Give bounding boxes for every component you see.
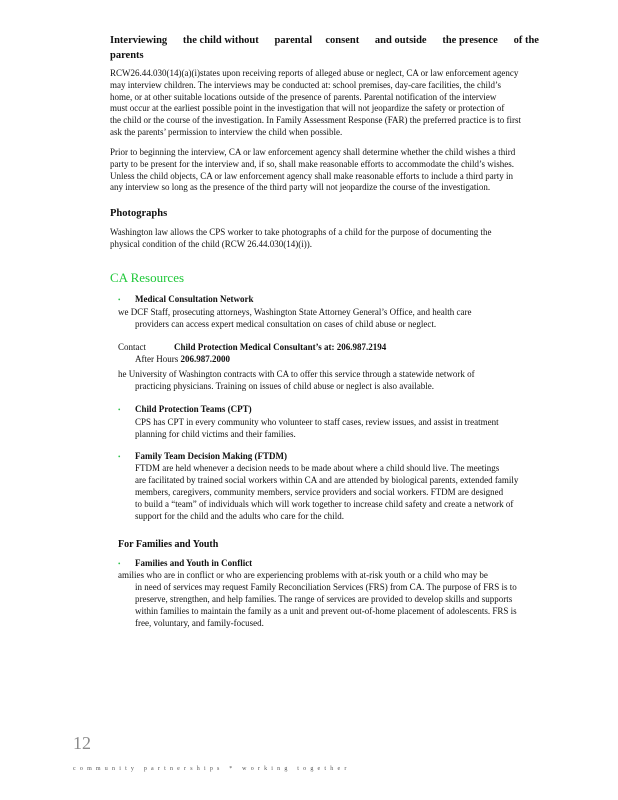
text-line: FTDM are held whenever a decision needs to be made about where a child should live. The meetings xyxy=(135,463,500,473)
mcn-line-2: providers can access expert medical consultation on cases of child abuse or neglect. xyxy=(135,319,437,329)
text-line: are facilitated by trained social workers within CA and are attended by biological parents, extended family xyxy=(135,475,519,485)
text-line: ask the parents’ permission to interview the child when possible. xyxy=(110,126,343,137)
text-line: RCW26.44.030(14)(a)(i)states upon receiving reports of alleged abuse or neglect, CA or law enforcement agency xyxy=(110,68,519,78)
uw-line-2: practicing physicians. Training on issues of child abuse or neglect is also available. xyxy=(135,381,434,391)
photographs-title: Photographs xyxy=(110,208,168,219)
after-hours-label: After Hours xyxy=(135,354,181,364)
ftdm-title: Family Team Decision Making (FTDM) xyxy=(135,451,287,461)
interviewing-paragraph-2 xyxy=(110,147,560,194)
text-line: within families to maintain the family as a unit and prevent out-of-home placement of adolescents. FRS is xyxy=(135,606,517,616)
families-youth-heading: For Families and Youth xyxy=(118,539,219,550)
cpt-line-1: CPS has CPT in every community who volunteer to staff cases, review issues, and assist in treatment xyxy=(135,417,499,427)
text-line: may interview children. The interviews may be conducted at: school premises, day-care facilities, the child’s xyxy=(110,79,501,90)
text-line: free, voluntary, and family-focused. xyxy=(135,618,264,628)
text-line: to build a “team” of individuals which will work together to increase child safety and create a network of xyxy=(135,499,514,509)
after-hours-number: 206.987.2000 xyxy=(180,354,230,364)
interviewing-paragraph-1 xyxy=(110,68,560,139)
bullet-icon: • xyxy=(118,453,121,461)
page-number: 12 xyxy=(73,733,91,753)
uw-line-1: he University of Washington contracts with CA to offer this service through a statewide network of xyxy=(118,369,475,379)
text-line: any interview so long as the presence of the third party will not jeopardize the course of the investigation. xyxy=(110,182,491,193)
ftdm-paragraph xyxy=(135,463,560,523)
photographs-paragraph xyxy=(110,227,560,251)
fyc-line-1: amilies who are in conflict or who are experiencing problems with at-risk youth or a child who may be xyxy=(118,570,488,580)
bullet-icon: • xyxy=(118,406,121,414)
text-line: party to be present for the interview and, if so, shall make reasonable efforts to accommodate the child’s wishes. xyxy=(110,158,514,169)
footer-tagline: community partnerships * working together xyxy=(73,766,351,772)
text-line: Unless the child objects, CA or law enforcement agency shall make reasonable efforts to include a third party in xyxy=(110,170,513,181)
cpt-title: Child Protection Teams (CPT) xyxy=(135,404,252,414)
text-line: Washington law allows the CPS worker to take photographs of a child for the purpose of documenting the xyxy=(110,227,492,237)
interviewing-title-line2: parents xyxy=(110,50,144,61)
text-line: members, caregivers, community members, service providers and social workers. FTDM are designed xyxy=(135,487,504,497)
contact-label: Contact xyxy=(118,342,146,352)
cpt-line-2: planning for child victims and their families. xyxy=(135,429,296,439)
after-hours-line xyxy=(135,349,230,367)
fyc-title: Families and Youth in Conflict xyxy=(135,558,253,568)
text-line: the child or the course of the investigation. In Family Assessment Response (FAR) the preferred practice is to first xyxy=(110,115,521,126)
mcn-line-1: we DCF Staff, prosecuting attorneys, Washington State Attorney General’s Office, and health care xyxy=(118,307,472,317)
mcn-title: Medical Consultation Network xyxy=(135,294,254,304)
ca-resources-heading: CA Resources xyxy=(110,270,185,285)
text-line: physical condition of the child (RCW 26.44.030(14)(i)). xyxy=(110,238,313,249)
text-line: Prior to beginning the interview, CA or law enforcement agency shall determine whether the child wishes a third xyxy=(110,147,516,157)
contact-phone: Child Protection Medical Consultant’s at: 206.987.2194 xyxy=(174,342,387,352)
bullet-icon: • xyxy=(118,296,121,304)
interviewing-title-line1: Interviewing the child without parental consent and outside the presence of the xyxy=(110,35,539,46)
fyc-paragraph xyxy=(135,582,560,630)
text-line: must occur at the earliest possible point in the investigation that will not jeopardize the safety or protection of xyxy=(110,103,505,114)
bullet-icon: • xyxy=(118,560,121,568)
text-line: preserve, strengthen, and help families. The range of services are provided to develop skills and supports xyxy=(135,594,513,604)
text-line: home, or at other suitable locations outside of the presence of parents. Parental notification of the interview xyxy=(110,91,497,102)
text-line: in need of services may request Family Reconciliation Services (FRS) from CA. The purpose of FRS is to xyxy=(135,582,517,592)
text-line: support for the child and the adults who care for the child. xyxy=(135,511,344,521)
